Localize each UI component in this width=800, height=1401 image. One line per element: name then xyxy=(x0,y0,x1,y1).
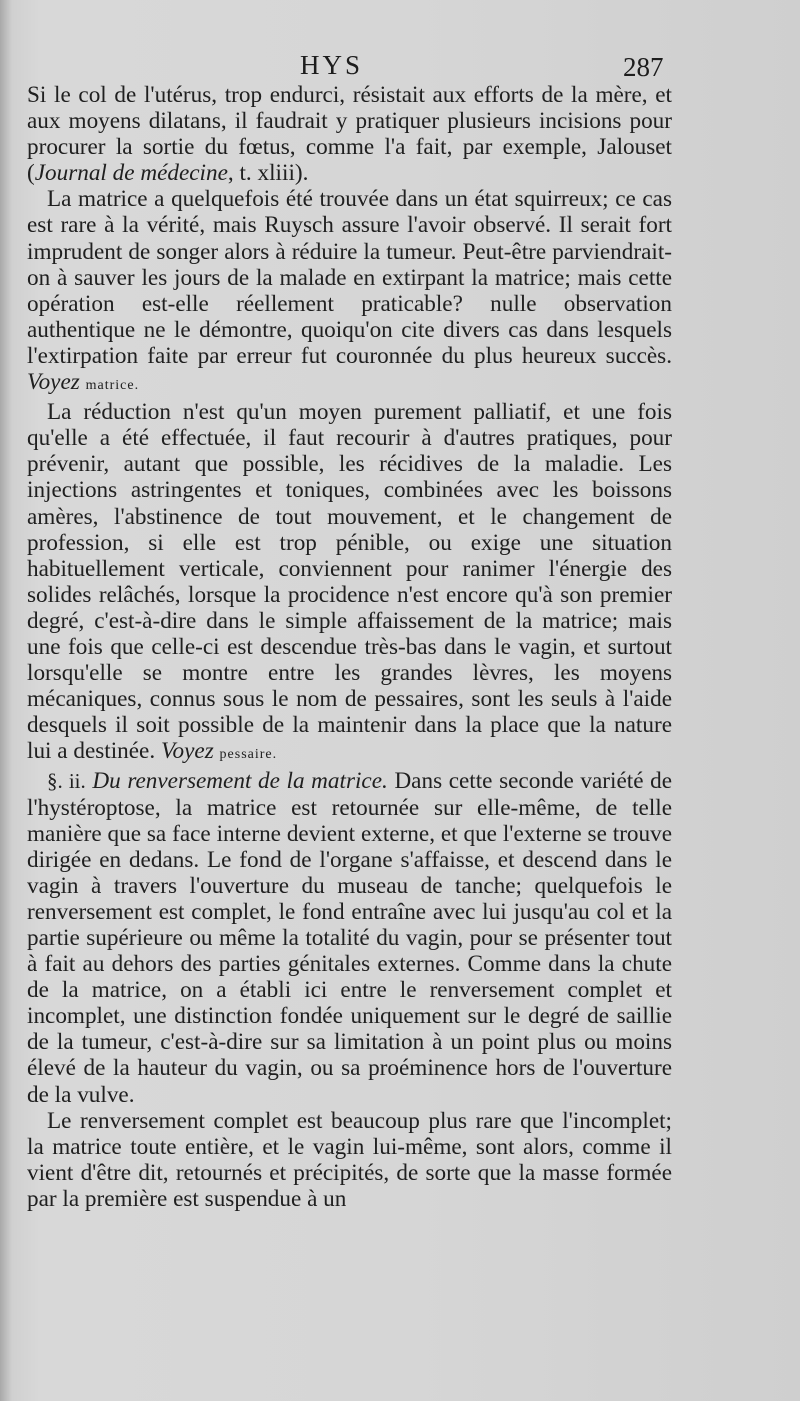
voyez-reference: Voyez xyxy=(160,738,214,765)
paragraph-4 xyxy=(27,768,672,1107)
running-head: HYS xyxy=(300,50,364,80)
section-number: §. ii. xyxy=(47,769,86,794)
paragraph-1-text: Si le col de l'utérus, trop endurci, résistait aux efforts de la mère, et aux moyens dilatans, il faudrait y pratiquer plusieurs incisions pour procurer la sortie du fœtus, comme l'a fait, par exemple, Jalouset ( xyxy=(27,82,672,187)
paragraph-4-text: Dans cette seconde variété de l'hystéroptose, la matrice est retournée sur elle-même, de telle manière que sa face interne devient externe, et que l'externe se trouve dirigée en dedans. Le fond de l'organe s'affaisse, et descend dans le vagin à travers l'ouverture du museau de tanche; quelquefois le renversement est complet, le fond entraîne avec lui jusqu'au col et la partie supérieure ou même la totalité du vagin, pour se présenter tout à fait au dehors des parties génitales externes. Comme dans la chute de la matrice, on a établi ici entre le renversement complet et incomplet, une distinction fondée uniquement sur le degré de saillie de la tumeur, c'est-à-dire sur sa limitation à un point plus ou moins élevé de la hauteur du vagin, ou sa proéminence hors de l'ouverture de la vulve. xyxy=(27,768,672,1108)
page-header xyxy=(0,50,800,82)
body-text xyxy=(27,82,672,1212)
section-heading: Du renversement de la matrice. xyxy=(92,768,388,795)
paragraph-3 xyxy=(27,399,672,768)
paragraph-5 xyxy=(27,1108,672,1212)
paragraph-5-text: Le renversement complet est beaucoup plus rare que l'incomplet; la matrice toute entière, et le vagin lui-même, sont alors, comme il vient d'être dit, retournés et précipités, de sorte que la masse formée par la première est suspendue à un xyxy=(27,1107,672,1212)
paragraph-1 xyxy=(27,82,672,186)
voyez-reference: Voyez xyxy=(27,369,80,396)
cross-reference: pessaire. xyxy=(219,747,278,763)
paragraph-2 xyxy=(27,186,672,399)
page-number: 287 xyxy=(623,52,664,82)
journal-title: Journal de médecine xyxy=(34,160,228,187)
paragraph-2-text: La matrice a quelquefois été trouvée dans un état squirreux; ce cas est rare à la vérité, mais Ruysch assure l'avoir observé. Il serait fort imprudent de songer alors à réduire la tumeur. Peut-être parviendrait-on à sauver les jours de la malade en extirpant la matrice; mais cette opération est-elle réellement praticable? nulle observation authentique ne le démontre, quoiqu'on cite divers cas dans lesquels l'extirpation faite par erreur fut couronnée du plus heureux succès. xyxy=(27,186,672,369)
cross-reference: matrice. xyxy=(85,378,140,394)
paragraph-1-tail: , t. xliii). xyxy=(227,160,309,187)
paragraph-3-text: La réduction n'est qu'un moyen purement palliatif, et une fois qu'elle a été effectuée, il faut recourir à d'autres pratiques, pour prévenir, autant que possible, les récidives de la maladie. Les injections astringentes et toniques, combinées avec les boissons amères, l'abstinence de tout mouvement, et le changement de profession, si elle est trop pénible, ou exige une situation habituellement verticale, conviennent pour ranimer l'énergie des solides relâchés, lorsque la procidence n'est encore qu'à son premier degré, c'est-à-dire dans le simple affaissement de la matrice; mais une fois que celle-ci est descendue très-bas dans le vagin, et surtout lorsqu'elle se montre entre les grandes lèvres, les moyens mécaniques, connus sous le nom de pessaires, sont les seuls à l'aide desquels il soit possible de la maintenir dans la place que la nature lui a destinée. xyxy=(27,399,672,765)
